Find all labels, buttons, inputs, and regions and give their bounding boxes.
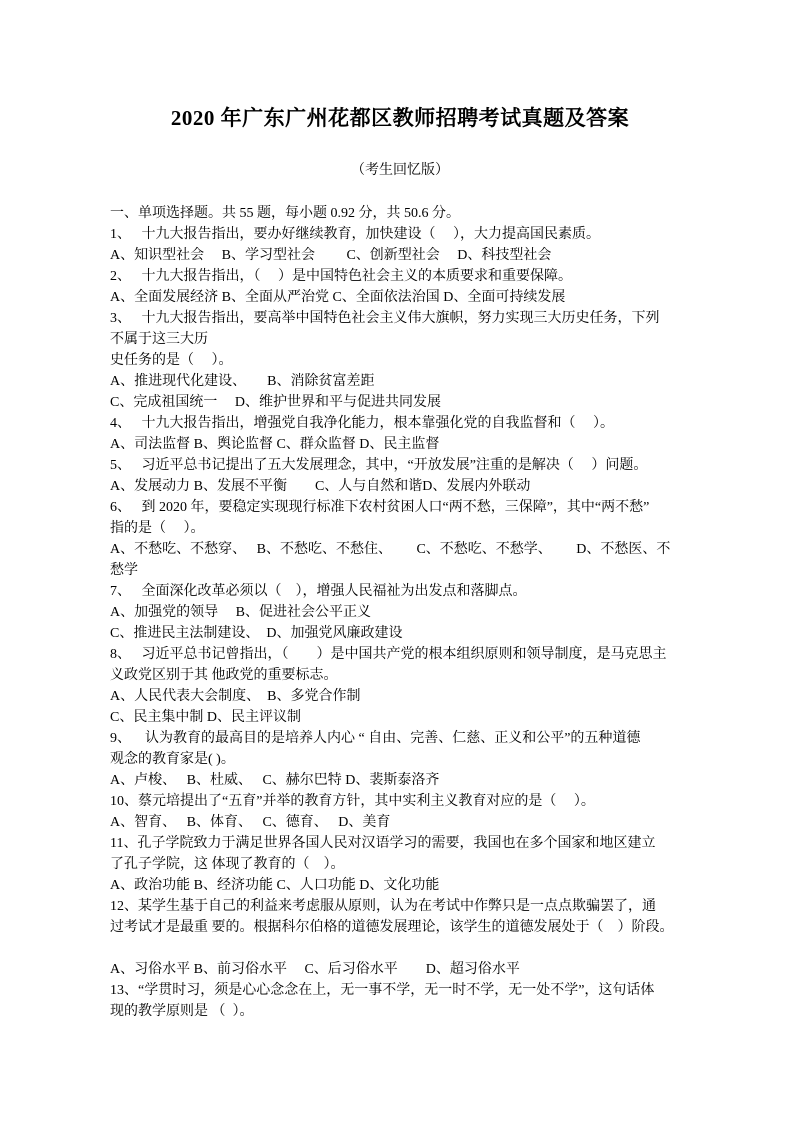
text-line: 8、 习近平总书记曾指出，（ ）是中国共产党的根本组织原则和领导制度，是马克思主: [110, 647, 667, 662]
text-line: 现的教学原则是 （ ）。: [110, 1004, 254, 1019]
text-line: 7、 全面深化改革必须以（ ），增强人民福祉为出发点和落脚点。: [110, 584, 527, 599]
text-line: C、推进民主法制建设、 D、加强党风廉政建设: [110, 626, 403, 641]
text-line: A、发展动力 B、发展不平衡 C、人与自然和谐D、发展内外联动: [110, 479, 531, 494]
text-line: A、政治功能 B、经济功能 C、人口功能 D、文化功能: [110, 878, 440, 893]
text-line: 史任务的是（ ）。: [110, 353, 233, 368]
text-line: 11、孔子学院致力于满足世界各国人民对汉语学习的需要，我国也在多个国家和地区建立: [110, 836, 656, 851]
text-line: 3、 十九大报告指出，要高举中国特色社会主义伟大旗帜，努力实现三大历史任务，下列: [110, 311, 660, 326]
text-line: A、智育、 B、体育、 C、德育、 D、美育: [110, 815, 391, 830]
text-line: A、司法监督 B、舆论监督 C、群众监督 D、民主监督: [110, 437, 440, 452]
text-line: A、加强党的领导 B、促进社会公平正义: [110, 605, 371, 620]
text-line: 观念的教育家是( )。: [110, 752, 235, 767]
text-line: C、完成祖国统一 D、维护世界和平与促进共同发展: [110, 395, 441, 410]
text-line: 过考试才是最重 要的。根据科尔伯格的道德发展理论，该学生的道德发展处于（ ）阶段。: [110, 920, 674, 935]
text-line: 6、 到 2020 年，要稳定实现现行标准下农村贫困人口“两不愁，三保障”，其中“两不愁”: [110, 500, 650, 515]
text-line: 愁学: [110, 563, 138, 578]
document-title: 2020 年广东广州花都区教师招聘考试真题及答案: [170, 106, 630, 130]
text-line: 13、“学贯时习，须是心心念念在上，无一事不学，无一时不学，无一处不学”，这句话体: [110, 983, 655, 998]
document-subtitle: （考生回忆版）: [351, 163, 449, 178]
text-line: 一、单项选择题。共 55 题，每小题 0.92 分，共 50.6 分。: [110, 206, 460, 221]
text-line: 义政党区别于其 他政党的重要标志。: [110, 668, 338, 683]
text-line: A、全面发展经济 B、全面从严治党 C、全面依法治国 D、全面可持续发展: [110, 290, 566, 305]
text-line: [110, 938, 690, 959]
text-line: A、卢梭、 B、杜威、 C、赫尔巴特 D、裴斯泰洛齐: [110, 773, 440, 788]
question-list: [110, 203, 690, 1022]
text-line: 12、某学生基于自己的利益来考虑服从原则，认为在考试中作弊只是一点点欺骗罢了，通: [110, 899, 656, 914]
text-line: C、民主集中制 D、民主评议制: [110, 710, 301, 725]
text-line: 1、 十九大报告指出，要办好继续教育，加快建设（ ），大力提高国民素质。: [110, 227, 600, 242]
text-line: A、推进现代化建设、 B、消除贫富差距: [110, 374, 375, 389]
text-line: A、不愁吃、不愁穿、 B、不愁吃、不愁住、 C、不愁吃、不愁学、 D、不愁医、不: [110, 542, 671, 557]
text-line: 指的是（ ）。: [110, 521, 205, 536]
text-line: A、知识型社会 B、学习型社会 C、创新型社会 D、科技型社会: [110, 248, 552, 263]
text-line: 了孔子学院，这 体现了教育的（ ）。: [110, 857, 345, 872]
text-line: 2、 十九大报告指出，（ ）是中国特色社会主义的本质要求和重要保障。: [110, 269, 572, 284]
text-line: 不属于这三大历: [110, 332, 208, 347]
text-line: A、人民代表大会制度、 B、多党合作制: [110, 689, 361, 704]
text-line: A、习俗水平 B、前习俗水平 C、后习俗水平 D、超习俗水平: [110, 962, 520, 977]
text-line: 4、 十九大报告指出，增强党自我净化能力，根本靠强化党的自我监督和（ ）。: [110, 416, 614, 431]
text-line: 9、 认为教育的最高目的是培养人内心 “ 自由、完善、仁慈、正义和公平”的五种道德: [110, 731, 641, 746]
text-line: 5、 习近平总书记提出了五大发展理念，其中，“开放发展”注重的是解决（ ）问题。: [110, 458, 648, 473]
text-line: 10、蔡元培提出了“五育”并举的教育方针，其中实利主义教育对应的是（ ）。: [110, 794, 595, 809]
